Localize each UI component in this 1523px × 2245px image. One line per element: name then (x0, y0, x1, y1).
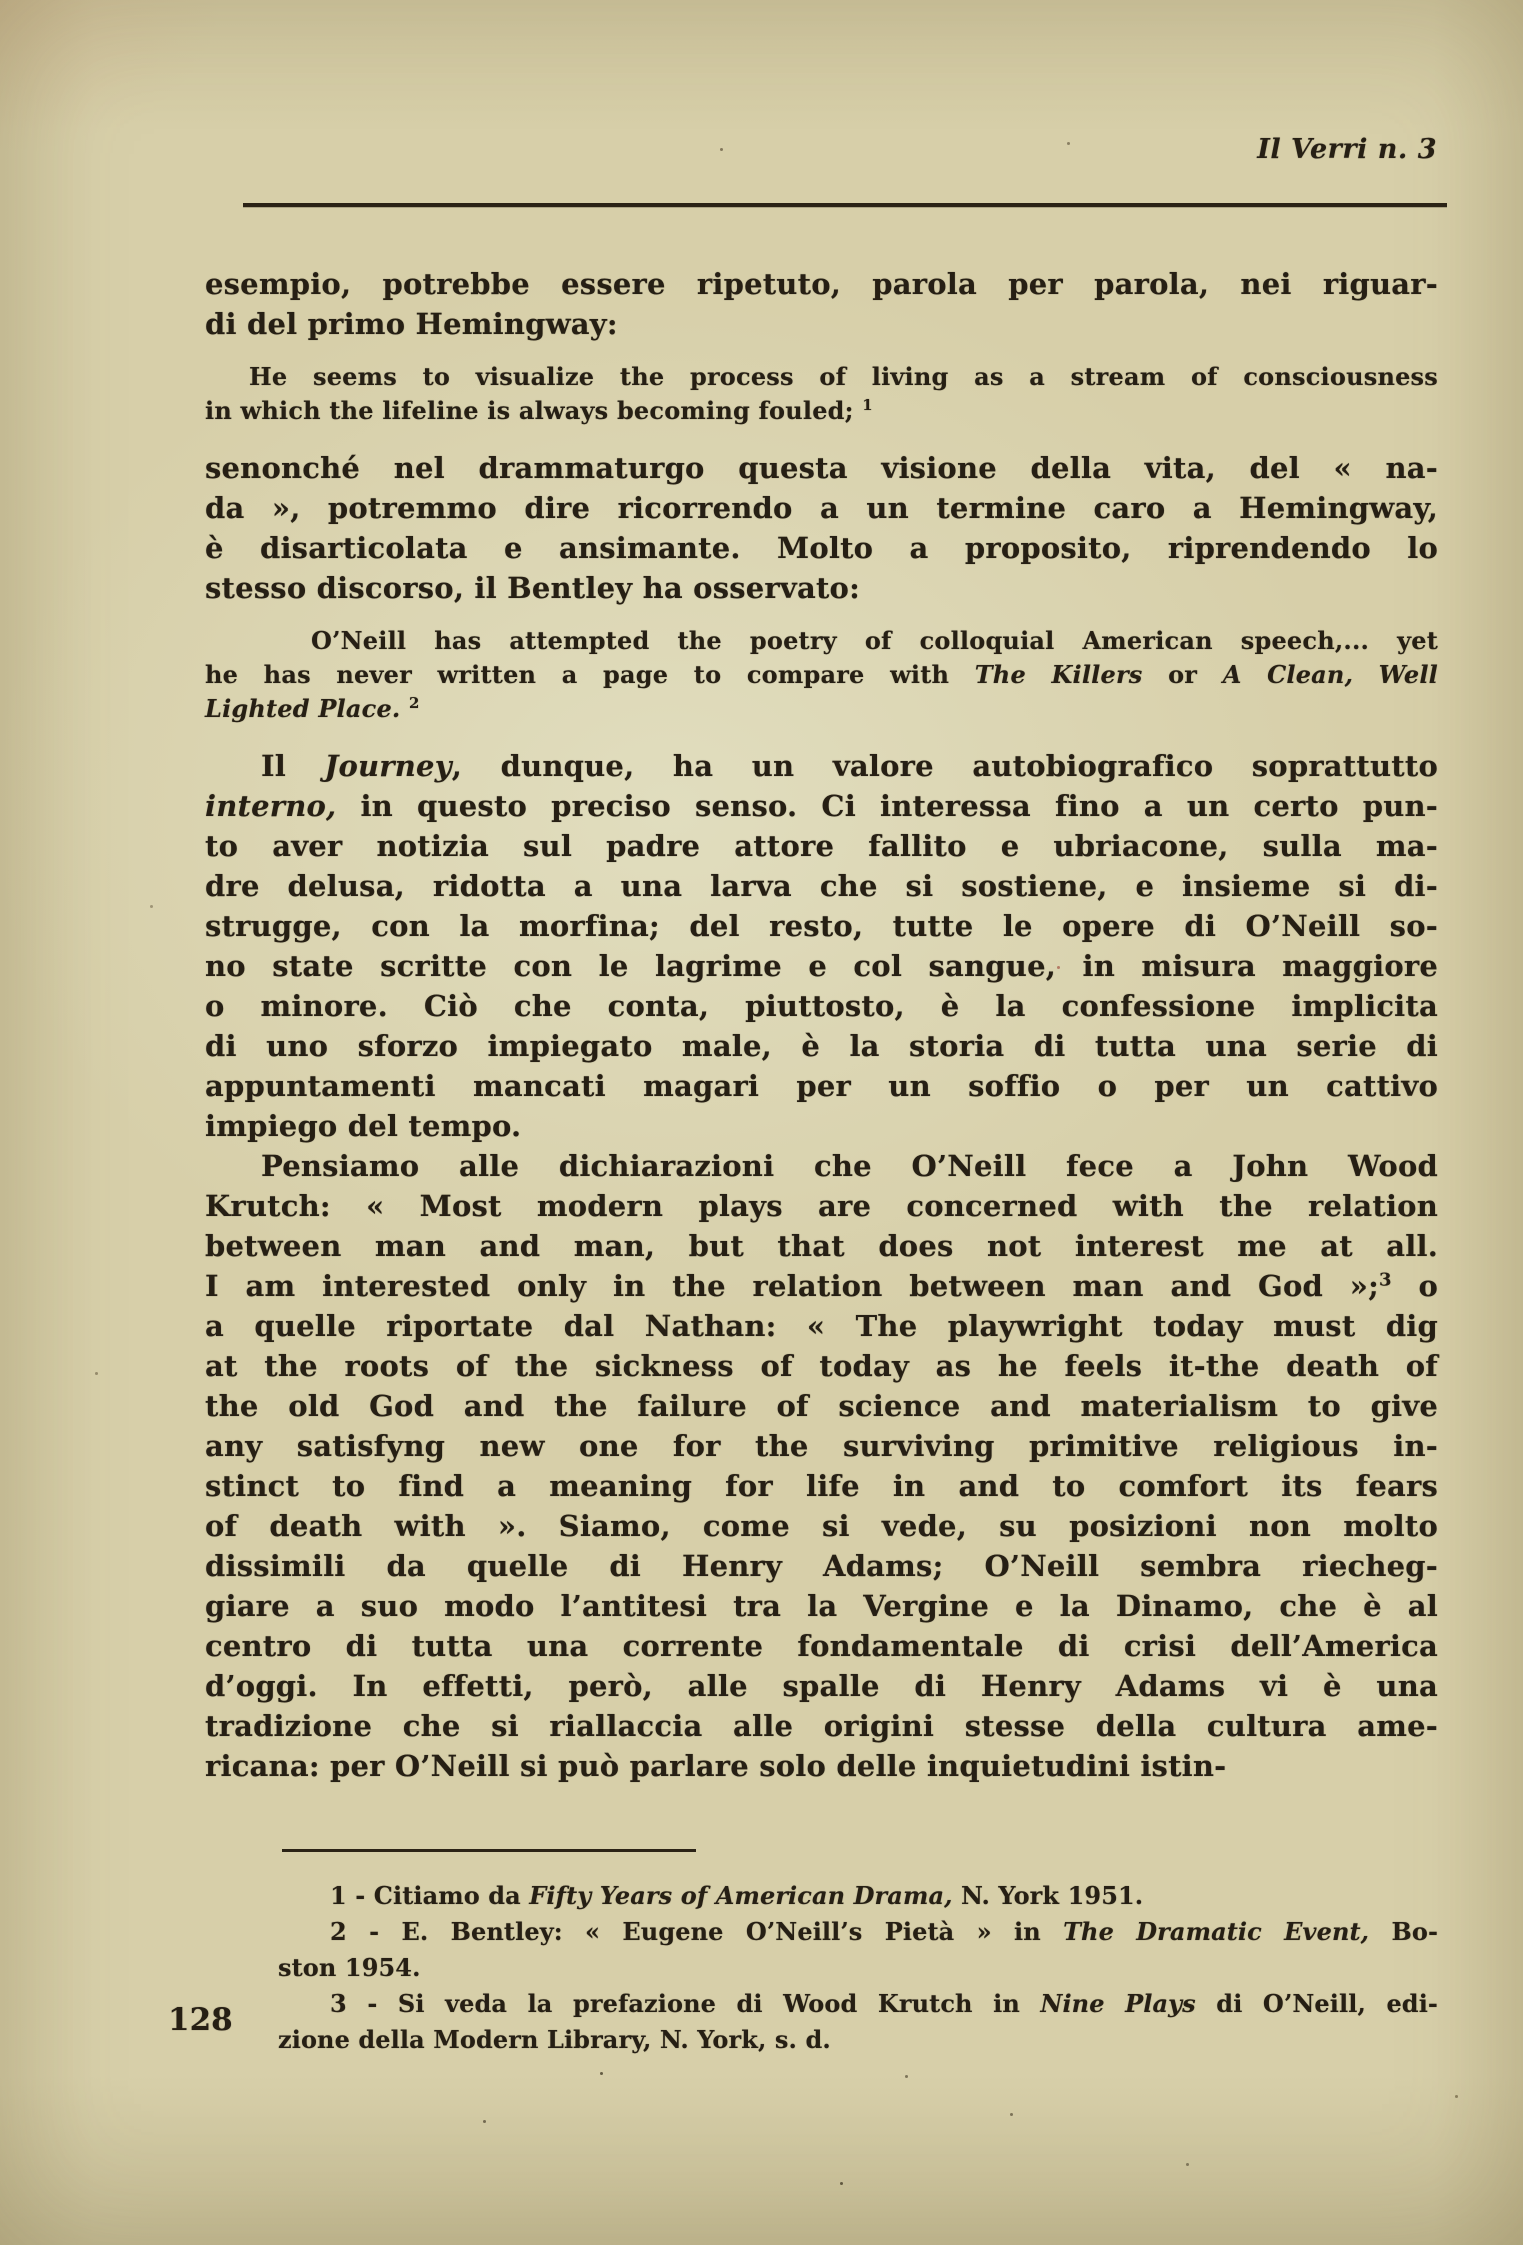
text-line (205, 1106, 1438, 1146)
text-segment: or (1142, 660, 1223, 689)
text-line (205, 986, 1438, 1026)
text-line (205, 658, 1438, 692)
text-segment: stinct to find a meaning for life in and to comfort its fears (205, 1469, 1438, 1503)
text-segment: di uno sforzo impiegato male, è la storia di tutta una serie di (205, 1029, 1438, 1063)
footnote-block (278, 1878, 1438, 2058)
text-line (278, 1986, 1438, 2022)
footnote-ref: 1 (862, 396, 873, 414)
quote-block (205, 624, 1438, 726)
text-line (278, 2022, 1438, 2058)
page-number: 128 (168, 2002, 233, 2038)
text-segment: Krutch: « Most modern plays are concerned with the relation (205, 1189, 1438, 1223)
text-line (205, 1426, 1438, 1466)
text-segment: appuntamenti mancati magari per un soffio o per un cattivo (205, 1069, 1438, 1103)
text-line (205, 1706, 1438, 1746)
text-segment: da », potremmo dire ricorrendo a un termine caro a Hemingway, (205, 491, 1438, 525)
text-column (205, 264, 1438, 1786)
text-segment: the old God and the failure of science and materialism to give (205, 1389, 1438, 1423)
text-segment: any satisfyng new one for the surviving primitive religious in- (205, 1429, 1438, 1463)
text-segment: He seems to visualize the process of living as a stream of consciousness (249, 362, 1438, 391)
text-segment: stesso discorso, il Bentley ha osservato: (205, 571, 860, 605)
text-segment: no state scritte con le lagrime e col sangue, in misura maggiore (205, 949, 1438, 983)
text-line (205, 786, 1438, 826)
text-segment: he has never written a page to compare with (205, 660, 975, 689)
text-line (205, 264, 1438, 304)
text-segment: Nine Plays (1040, 1989, 1196, 2018)
text-segment: Fifty Years of American Drama, (529, 1881, 953, 1910)
quote-block (205, 360, 1438, 428)
text-segment: dissimili da quelle di Henry Adams; O’Neill sembra riecheg- (205, 1549, 1438, 1583)
text-segment: dre delusa, ridotta a una larva che si sostiene, e insieme si di- (205, 869, 1438, 903)
text-line (205, 1506, 1438, 1546)
text-segment: in which the lifeline is always becoming fouled; (205, 396, 863, 425)
text-segment: d’oggi. In effetti, però, alle spalle di Henry Adams vi è una (205, 1669, 1438, 1703)
footnote-ref: 3 (1378, 1269, 1392, 1291)
text-segment: di O’Neill, edi- (1195, 1989, 1438, 2018)
text-line (205, 1066, 1438, 1106)
text-segment: O’Neill has attempted the poetry of colloquial American speech,... yet (311, 626, 1438, 655)
text-line (205, 866, 1438, 906)
paragraph (205, 448, 1438, 608)
text-line (205, 1266, 1438, 1306)
text-segment: Il (261, 749, 325, 783)
text-segment: to aver notizia sul padre attore fallito e ubriacone, sulla ma- (205, 829, 1438, 863)
text-segment: , dunque, ha un valore autobiografico soprattutto (451, 749, 1439, 783)
text-segment: esempio, potrebbe essere ripetuto, parola per parola, nei riguar- (205, 267, 1438, 301)
text-segment: impiego del tempo. (205, 1109, 522, 1143)
text-segment: The Killers (974, 660, 1143, 689)
header-rule (243, 203, 1447, 207)
text-segment: giare a suo modo l’antitesi tra la Vergine e la Dinamo, che è al (205, 1589, 1438, 1623)
text-line (205, 1626, 1438, 1666)
text-segment: A Clean, Well (1222, 660, 1438, 689)
text-line (205, 360, 1438, 394)
text-line (205, 1386, 1438, 1426)
text-line (205, 746, 1438, 786)
paper-specks (0, 0, 3, 3)
paragraph (205, 264, 1438, 344)
text-segment: N. York 1951. (952, 1881, 1144, 1910)
text-line (205, 906, 1438, 946)
text-line (205, 568, 1438, 608)
text-line (205, 1546, 1438, 1586)
running-head: Il Verri n. 3 (1257, 134, 1437, 165)
text-segment: Bo- (1369, 1917, 1438, 1946)
text-segment: I am interested only in the relation between man and God »; (205, 1269, 1379, 1303)
text-segment: centro di tutta una corrente fondamentale di crisi dell’America (205, 1629, 1438, 1663)
text-line (205, 1746, 1438, 1786)
text-line (205, 1226, 1438, 1266)
text-segment: Lighted Place. (205, 694, 410, 723)
text-segment: Pensiamo alle dichiarazioni che O’Neill fece a John Wood (261, 1149, 1438, 1183)
text-line (205, 946, 1438, 986)
text-line (205, 1466, 1438, 1506)
text-segment: o minore. Ciò che conta, piuttosto, è la confessione implicita (205, 989, 1438, 1023)
text-line (205, 1346, 1438, 1386)
text-segment: o (1391, 1269, 1439, 1303)
text-line (205, 394, 1438, 428)
paragraph (205, 1146, 1438, 1786)
text-line (205, 448, 1438, 488)
text-line (205, 488, 1438, 528)
text-segment: 3 - Si veda la prefazione di Wood Krutch in (330, 1989, 1041, 2018)
text-line (278, 1950, 1438, 1986)
text-segment: tradizione che si riallaccia alle origini stesse della cultura ame- (205, 1709, 1438, 1743)
text-line (278, 1878, 1438, 1914)
footnote-rule (282, 1849, 696, 1852)
text-line (205, 1186, 1438, 1226)
text-segment: The Dramatic Event, (1063, 1917, 1370, 1946)
text-segment: senonché nel drammaturgo questa visione della vita, del « na- (205, 451, 1438, 485)
text-segment: in questo preciso senso. Ci interessa fino a un certo pun- (336, 789, 1438, 823)
text-line (278, 1914, 1438, 1950)
text-segment: of death with ». Siamo, come si vede, su posizioni non molto (205, 1509, 1438, 1543)
text-segment: interno, (205, 789, 337, 823)
text-segment: è disarticolata e ansimante. Molto a proposito, riprendendo lo (205, 531, 1438, 565)
footnote-ref: 2 (409, 694, 420, 712)
text-segment: ston 1954. (278, 1953, 421, 1982)
text-segment: ricana: per O’Neill si può parlare solo delle inquietudini istin- (205, 1749, 1227, 1783)
text-line (205, 528, 1438, 568)
text-segment: 1 - Citiamo da (330, 1881, 530, 1910)
text-line (205, 1586, 1438, 1626)
text-segment: di del primo Hemingway: (205, 307, 618, 341)
text-segment: at the roots of the sickness of today as he feels it-the death of (205, 1349, 1438, 1383)
text-line (205, 304, 1438, 344)
text-line (205, 1306, 1438, 1346)
text-line (205, 624, 1438, 658)
footnotes (278, 1878, 1438, 2058)
text-segment: 2 - E. Bentley: « Eugene O’Neill’s Pietà » in (330, 1917, 1064, 1946)
text-segment: strugge, con la morfina; del resto, tutte le opere di O’Neill so- (205, 909, 1438, 943)
text-line (205, 692, 1438, 726)
text-line (205, 1026, 1438, 1066)
text-segment: Journey (324, 749, 452, 783)
text-line (205, 1146, 1438, 1186)
text-segment: zione della Modern Library, N. York, s. d. (278, 2025, 831, 2054)
paragraph (205, 746, 1438, 1146)
text-segment: a quelle riportate dal Nathan: « The playwright today must dig (205, 1309, 1438, 1343)
text-line (205, 1666, 1438, 1706)
text-segment: between man and man, but that does not interest me at all. (205, 1229, 1438, 1263)
text-line (205, 826, 1438, 866)
